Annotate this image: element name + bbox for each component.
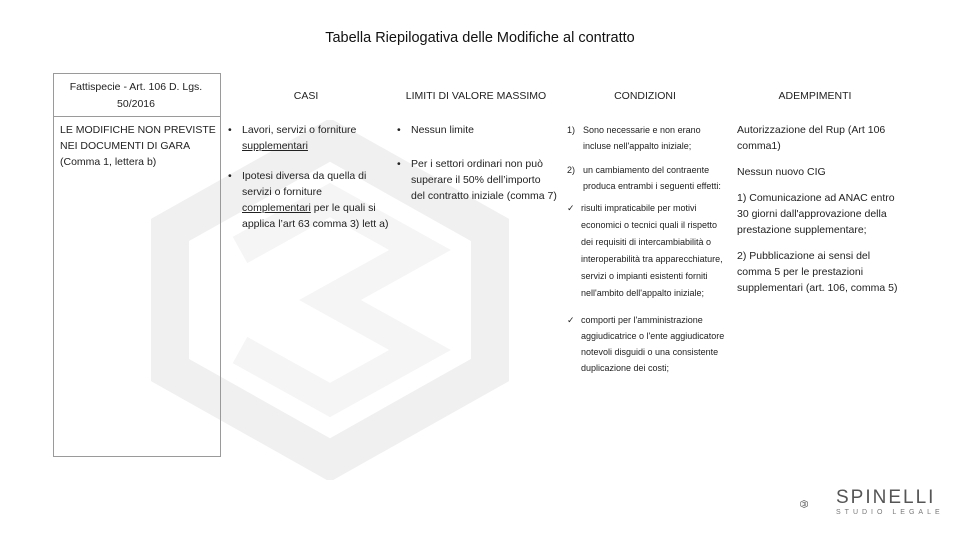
condizioni-column	[567, 122, 727, 376]
casi-item-1-underlined: supplementari	[242, 140, 308, 152]
condizioni-check-1	[567, 200, 727, 302]
casi-column	[228, 122, 390, 232]
adempimenti-item-1: Autorizzazione del Rup (Art 106 comma1)	[737, 124, 886, 152]
condizioni-item-2	[567, 162, 727, 194]
condizioni-check-2	[567, 312, 727, 376]
header-fattispecie: Fattispecie - Art. 106 D. Lgs. 50/2016	[69, 81, 203, 110]
condizioni-text-2: un cambiamento del contraente produca entrambi i seguenti effetti:	[583, 165, 721, 191]
casi-item-2-underlined: complementari	[242, 202, 311, 214]
fattispecie-line-2: NEI DOCUMENTI DI GARA	[60, 140, 191, 152]
condizioni-text-1: Sono necessarie e non erano incluse nell'appalto iniziale;	[583, 125, 701, 151]
casi-item-2-rest: per le quali si applica l’art 63 comma 3) lett a)	[242, 202, 389, 230]
logo-wordmark: SPINELLI	[836, 487, 936, 508]
fattispecie-text	[60, 122, 216, 170]
fattispecie-divider	[54, 116, 220, 117]
casi-item-2	[228, 168, 390, 232]
header-casi: CASI	[293, 90, 319, 102]
adempimenti-column	[737, 122, 905, 296]
condizioni-number-1: 1)	[567, 125, 576, 135]
header-condizioni: CONDIZIONI	[614, 90, 676, 102]
page-title: Tabella Riepilogativa delle Modifiche al contratto	[325, 30, 635, 46]
condizioni-number-2: 2)	[567, 165, 576, 175]
check-icon: ✓	[567, 315, 575, 325]
condizioni-check-2-text: comporti per l'amministrazione aggiudicatrice o l'ente aggiudicatore notevoli disguidi o una consistente duplicazione dei costi;	[581, 315, 725, 373]
limiti-column	[397, 122, 557, 204]
casi-item-1	[228, 122, 390, 154]
adempimenti-item-4: 2) Pubblicazione ai sensi del comma 5 per le prestazioni supplementari (art. 106, comma 5)	[737, 250, 898, 294]
limiti-item-1: • Nessun limite	[397, 122, 557, 138]
check-icon: ✓	[567, 203, 575, 213]
logo-subtitle: STUDIO LEGALE	[836, 509, 944, 516]
condizioni-check-1-text: risulti impraticabile per motivi economici o tecnici quali il rispetto dei requisiti di intercambiabilità o interoperabilità tra apparecchiature, servizi o impianti esistenti forniti nell'ambito dell'appalto iniziale;	[581, 203, 723, 298]
casi-item-2-text: Ipotesi diversa da quella di servizi o forniture	[242, 170, 367, 198]
header-limiti: LIMITI DI VALORE MASSIMO	[405, 90, 547, 102]
casi-item-1-text: Lavori, servizi o forniture	[242, 124, 357, 136]
limiti-item-2: • Per i settori ordinari non può superare il 50% dell’importo del contratto iniziale (comma 7)	[397, 156, 557, 204]
adempimenti-item-2: Nessun nuovo CIG	[737, 166, 826, 178]
fattispecie-line-3: (Comma 1, lettera b)	[60, 156, 157, 168]
adempimenti-item-3: 1) Comunicazione ad ANAC entro 30 giorni dall'approvazione della prestazione supplementare;	[737, 192, 895, 236]
spinelli-logo-icon	[800, 487, 834, 521]
condizioni-item-1	[567, 122, 727, 154]
header-adempimenti: ADEMPIMENTI	[778, 90, 852, 102]
fattispecie-line-1: LE MODIFICHE NON PREVISTE	[60, 124, 216, 136]
